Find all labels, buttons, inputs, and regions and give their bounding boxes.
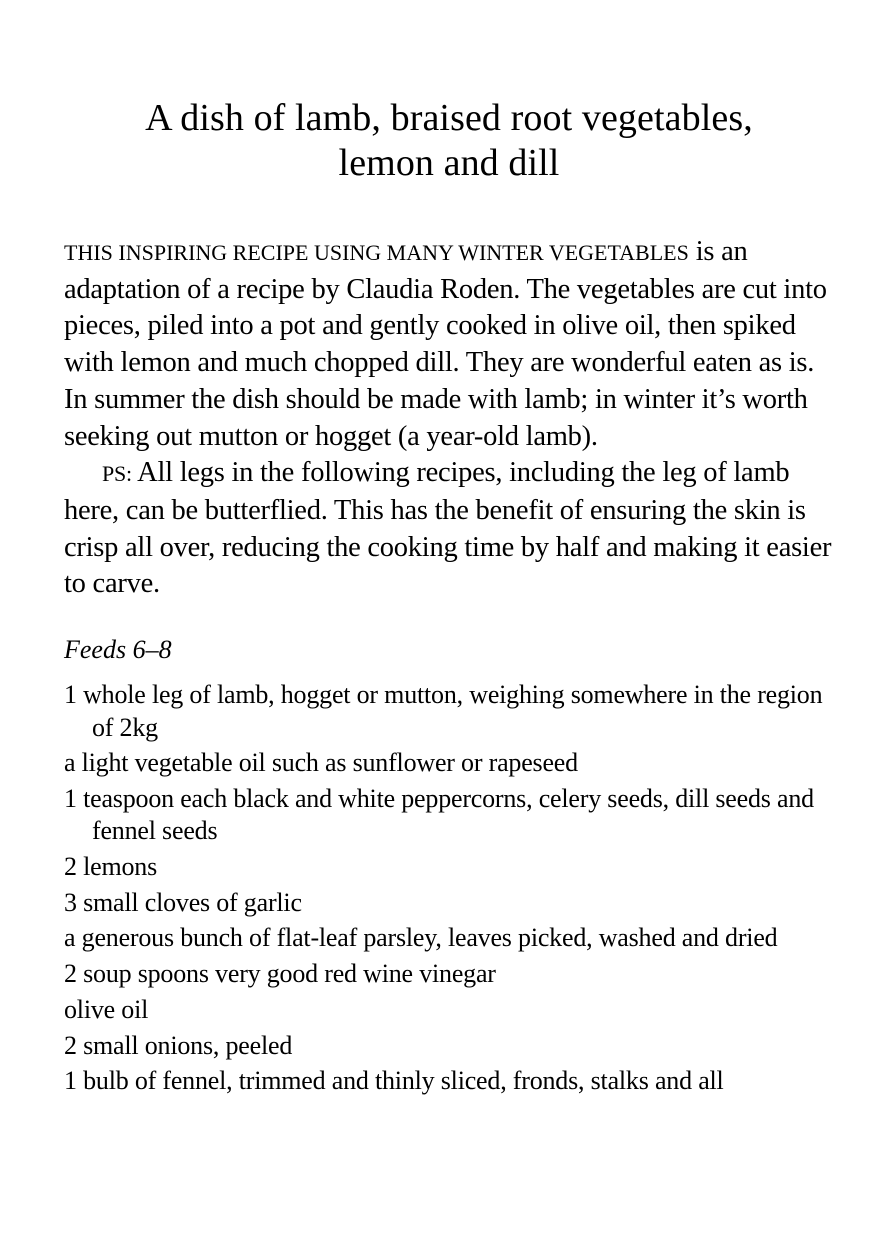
ingredient-item: 2 small onions, peeled [64,1030,293,1060]
ingredient-item: 1 teaspoon each black and white peppercorns, celery seeds, dill seeds and fennel seeds [64,783,814,846]
ingredient-list [64,679,834,1098]
ps-label: PS: [102,461,132,487]
recipe-introduction [64,234,834,603]
title-line-2: lemon and dill [338,142,560,184]
serves-count: Feeds 6–8 [64,635,172,665]
ingredient-item: 1 bulb of fennel, trimmed and thinly sliced, fronds, stalks and all [64,1066,724,1096]
intro-body: is an adaptation of a recipe by Claudia Roden. The vegetables are cut into pieces, piled into a pot and gently cooked in olive oil, then spiked with lemon and much chopped dill. They are wonderful eaten as is. In summer the dish should be made with lamb; in winter it’s worth seeking out mutton or hogget (a year-old lamb). [64,236,827,452]
ps-paragraph [64,455,834,603]
title-line-1: A dish of lamb, braised root vegetables, [145,97,753,139]
ingredient-item: 1 whole leg of lamb, hogget or mutton, weighing somewhere in the region of 2kg [64,680,823,742]
ingredient-item: olive oil [64,994,149,1024]
ps-body: All legs in the following recipes, including the leg of lamb here, can be butterflied. This has the benefit of ensuring the skin is crisp all over, reducing the cooking time by half and making it easier to carve. [64,457,832,600]
ingredient-item: a generous bunch of flat-leaf parsley, leaves picked, washed and dried [64,923,778,953]
intro-lead-smallcaps: THIS INSPIRING RECIPE USING MANY WINTER VEGETABLES [64,240,689,265]
ingredient-item: 2 soup spoons very good red wine vinegar [64,959,496,989]
ingredient-item: 3 small cloves of garlic [64,887,302,917]
intro-paragraph [64,234,834,455]
recipe-title [64,96,834,186]
ingredient-item: a light vegetable oil such as sunflower or rapeseed [64,748,578,778]
recipe-page [64,96,834,1101]
ingredient-item: 2 lemons [64,852,158,882]
